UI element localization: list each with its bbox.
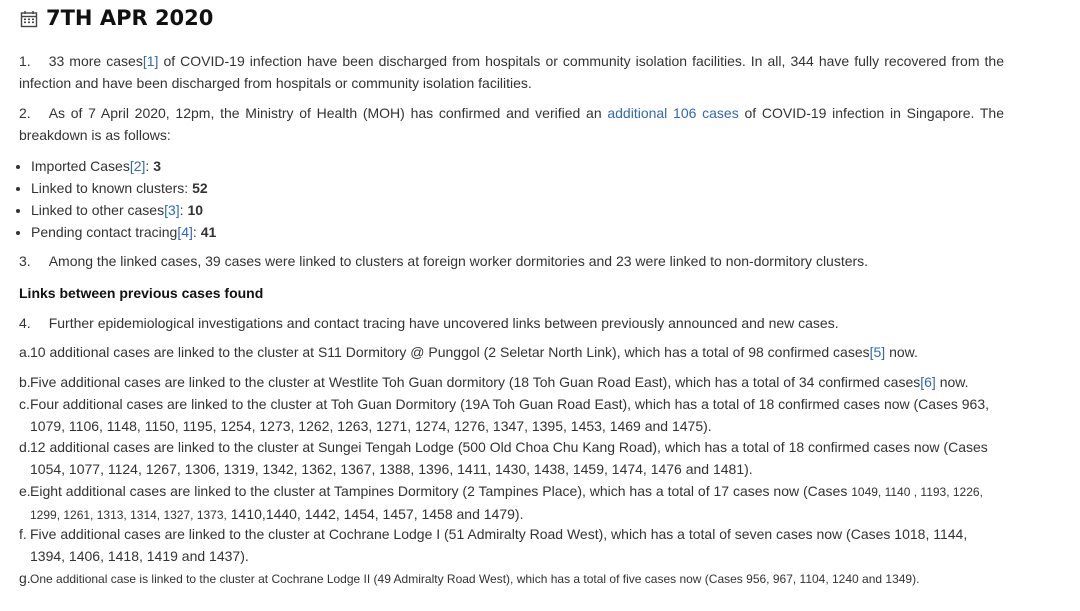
list-item-known-clusters: • Linked to known clusters: 52: [31, 177, 216, 199]
calendar-icon: [20, 9, 38, 27]
paragraph-number: 3.: [19, 253, 31, 269]
footnote-link-6[interactable]: [6]: [920, 374, 936, 390]
section-heading: Links between previous cases found: [19, 285, 264, 301]
footnote-link-3[interactable]: [3]: [164, 202, 180, 218]
list-item-a: a. 10 additional cases are linked to the cluster at S11 Dormitory @ Punggol (2 Seletar North Link), which has a total of 98 confirmed cases[5] now.: [19, 344, 918, 360]
paragraph-2: 2. As of 7 April 2020, 12pm, the Ministry of Health (MOH) has confirmed and verified an additional 106 cases of COVID-19 infection in Singapore. The breakdown is as follows:: [19, 105, 1004, 143]
list-item-f: f. Five additional cases are linked to the cluster at Cochrane Lodge I (51 Admiralty Road West), which has a total of seven cases now (Cases 1018, 1144, 1394, 1406, 1418, 1419 and 1437).: [19, 526, 968, 564]
list-item-b: b. Five additional cases are linked to the cluster at Westlite Toh Guan dormitory (18 Toh Guan Road East), which has a total of 34 confirmed cases[6] now.: [19, 374, 969, 390]
paragraph-4: 4. Further epidemiological investigations and contact tracing have uncovered links between previously announced and new cases.: [19, 315, 839, 331]
list-item-other-cases: • Linked to other cases[3]: 10: [31, 199, 216, 221]
footnote-link-5[interactable]: [5]: [869, 344, 886, 360]
list-item-e: e. Eight additional cases are linked to the cluster at Tampines Dormitory (2 Tampines Place), which has a total of 17 cases now (Cases 1049, 1140 , 1193, 1226, 1299, 1261, 1313, 1314, 1327, 1373, 1410,1440, 1442, 1454, 1457, 1458 and 1479).: [19, 483, 983, 522]
date-heading: [20, 6, 213, 30]
list-item-c: c. Four additional cases are linked to the cluster at Toh Guan Dormitory (19A Toh Guan Road East), which has a total of 18 confirmed cases now (Cases 963, 1079, 1106, 1148, 1150, 1195, 1254, 1273, 1262, 1263, 1271, 1274, 1276, 1347, 1395, 1453, 1469 and 1475).: [19, 396, 989, 434]
paragraph-3: 3. Among the linked cases, 39 cases were linked to clusters at foreign worker dormitories and 23 were linked to non-dormitory clusters.: [19, 253, 869, 269]
paragraph-number: 2.: [19, 105, 31, 121]
list-item-d: d. 12 additional cases are linked to the cluster at Sungei Tengah Lodge (500 Old Choa Chu Kang Road), which has a total of 18 confirmed cases now (Cases 1054, 1077, 1124, 1267, 1306, 1319, 1342, 1362, 1367, 1388, 1396, 1411, 1430, 1438, 1459, 1474, 1476 and 1481).: [19, 439, 988, 477]
additional-cases-link[interactable]: additional 106 cases: [607, 105, 739, 121]
list-item-imported: • Imported Cases[2]: 3: [31, 155, 216, 177]
list-item-pending: • Pending contact tracing[4]: 41: [31, 221, 216, 243]
list-item-g: g. One additional case is linked to the cluster at Cochrane Lodge II (49 Admiralty Road West), which has a total of five cases now (Cases 956, 967, 1104, 1240 and 1349).: [19, 570, 920, 586]
date-title: 7TH APR 2020: [46, 6, 214, 30]
paragraph-number: 4.: [19, 315, 31, 331]
footnote-link-1[interactable]: [1]: [142, 53, 159, 69]
footnote-link-2[interactable]: [2]: [129, 158, 146, 174]
paragraph-number: 1.: [19, 53, 31, 69]
paragraph-1: 1. 33 more cases[1] of COVID-19 infection have been discharged from hospitals or community isolation facilities. In all, 344 have fully recovered from the infection and have been discharged from hospitals or community isolation facilities.: [19, 53, 1005, 91]
case-breakdown-list: [19, 155, 216, 243]
footnote-link-4[interactable]: [4]: [177, 224, 193, 240]
